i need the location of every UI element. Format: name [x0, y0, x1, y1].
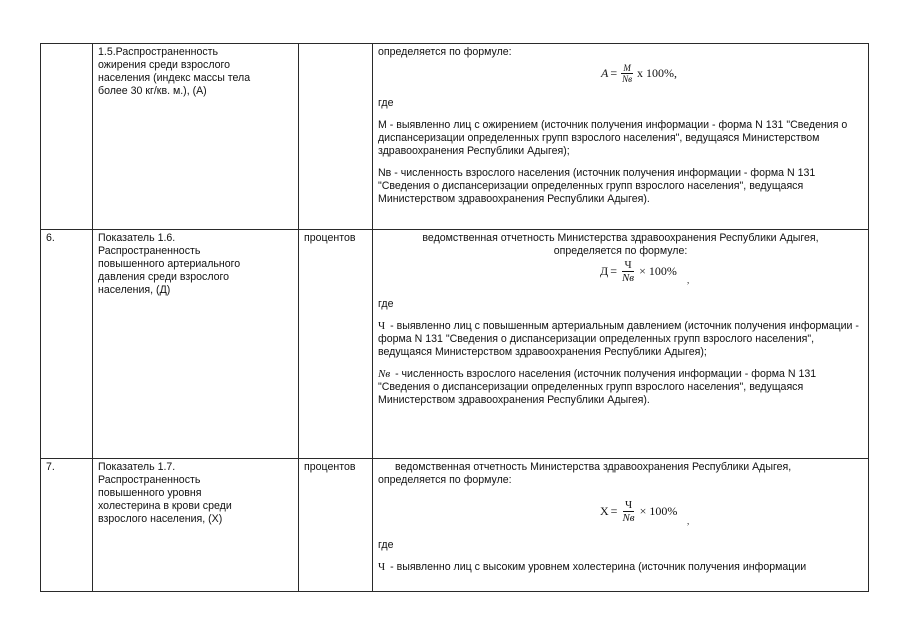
indicator-name-cell: [93, 230, 299, 459]
formula-lhs: Х: [600, 504, 609, 518]
formula-intro: ведомственная отчетность Министерства здравоохранения Республики Адыгея,: [422, 232, 819, 244]
table-row: [41, 459, 869, 592]
symbol-ch: Ч: [378, 320, 386, 332]
symbol-nv: Nв: [378, 368, 391, 380]
indicator-name-line: Распространенность: [98, 474, 201, 486]
row-number-cell: [41, 44, 93, 230]
method-cell: [373, 44, 869, 230]
formula-eq: =: [610, 66, 618, 80]
unit-cell: процентов: [299, 459, 373, 592]
symbol-ch: Ч: [378, 561, 386, 573]
indicator-name-line: более 30 кг/кв. м.), (А): [98, 85, 207, 97]
method-cell: [373, 230, 869, 459]
formula-row: [378, 487, 863, 533]
formula-intro: ведомственная отчетность Министерства здравоохранения Республики Адыгея,: [395, 461, 792, 473]
definition-text: Ч - выявленно лиц с повышенным артериальным давлением (источник получения информации - форма N 131 "Сведения о диспансеризации определенных групп взрослого населения", ведущаяся Министерством здравоохранения Республики Адыгея);: [378, 320, 859, 358]
table-row: [41, 230, 869, 459]
definition-text: М - выявленно лиц с ожирением (источник получения информации - форма N 131 "Сведения о диспансеризации определенных групп взрослого населения", ведущаяся Министерством здравоохранения Республики Адыгея);: [378, 119, 848, 157]
definition-text: Ч - выявленно лиц с высоким уровнем холестерина (источник получения информации: [378, 561, 807, 573]
formula-fraction: [620, 499, 636, 524]
formula-denominator: Nв: [622, 512, 635, 524]
formula-d: [600, 259, 677, 284]
formula-numerator: Ч: [624, 499, 633, 511]
indicators-table: [40, 43, 869, 592]
formula-fraction: [620, 63, 634, 84]
formula-tail: × 100%: [639, 264, 677, 278]
indicator-name-cell: [93, 459, 299, 592]
table-row: [41, 44, 869, 230]
indicator-name-line: Распространенность: [98, 245, 201, 257]
formula-comma: ,: [687, 275, 690, 285]
indicator-name-line: холестерина в крови среди: [98, 500, 232, 512]
where-label: где: [378, 298, 394, 310]
indicator-name-line: населения (индекс массы тела: [98, 72, 251, 84]
indicator-name-line: повышенного уровня: [98, 487, 202, 499]
formula-eq: =: [610, 264, 617, 278]
row-number-cell: 7.: [41, 459, 93, 592]
formula-row: [378, 258, 863, 292]
formula-tail: x 100%,: [637, 66, 678, 80]
formula-x: [600, 499, 677, 524]
indicator-name-line: взрослого населения, (Х): [98, 513, 223, 525]
definition-text: Nв - численность взрослого населения (источник получения информации - форма N 131 "Сведения о диспансеризации определенных групп взрослого населения", ведущаяся Министерством здравоохранения Республики Адыгея).: [378, 368, 817, 406]
formula-denominator: Nв: [621, 272, 635, 284]
formula-eq: =: [610, 504, 618, 518]
unit-cell: [299, 44, 373, 230]
formula-tail: × 100%: [639, 504, 678, 518]
formula-comma: ,: [687, 516, 690, 526]
formula-a: [601, 63, 677, 84]
formula-denominator: Nв: [622, 74, 633, 84]
formula-intro: определяется по формуле:: [378, 474, 512, 486]
formula-intro: определяется по формуле:: [553, 245, 688, 257]
indicator-name-line: повышенного артериального: [98, 258, 241, 270]
where-label: где: [378, 539, 394, 551]
row-number-cell: 6.: [41, 230, 93, 459]
formula-numerator: M: [623, 63, 631, 73]
where-label: где: [378, 97, 394, 109]
indicator-name-line: Показатель 1.6.: [98, 232, 176, 244]
definition-text: Nв - численность взрослого населения (источник получения информации - форма N 131 "Сведения о диспансеризации определенных групп взрослого населения", ведущаяся Министерством здравоохранения Республики Адыгея).: [378, 167, 816, 205]
indicator-name-line: давления среди взрослого: [98, 271, 230, 283]
indicator-name-line: 1.5.Распространенность: [98, 46, 219, 58]
indicator-name-cell: [93, 44, 299, 230]
formula-numerator: Ч: [624, 259, 632, 271]
formula-lhs: Д: [600, 264, 609, 278]
formula-lhs: A: [601, 66, 609, 80]
unit-cell: процентов: [299, 230, 373, 459]
indicator-name-line: населения, (Д): [98, 284, 171, 296]
formula-fraction: [620, 259, 636, 284]
formula-intro: определяется по формуле:: [378, 46, 512, 58]
indicator-name-line: Показатель 1.7.: [98, 461, 176, 473]
method-cell: [373, 459, 869, 592]
indicator-name-line: ожирения среди взрослого: [98, 59, 231, 71]
formula-row: [378, 59, 863, 91]
